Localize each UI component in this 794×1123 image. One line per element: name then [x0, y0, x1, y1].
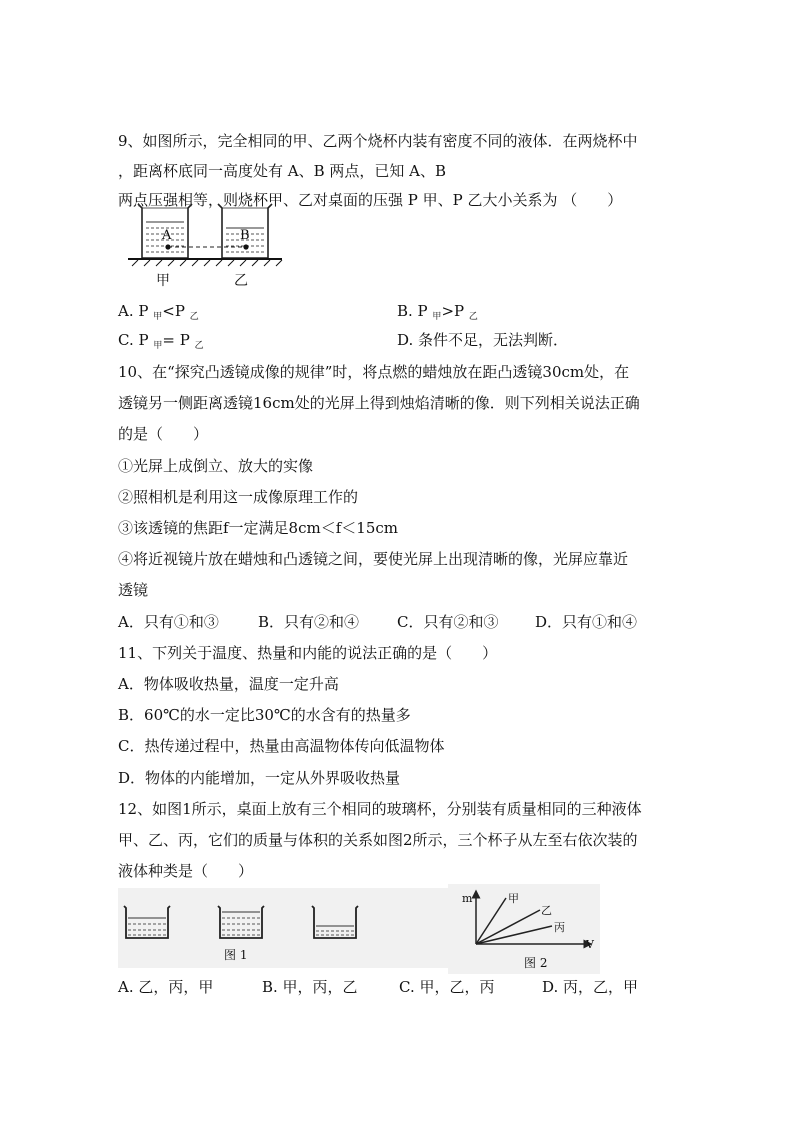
q10-option-b: B．只有②和④ — [258, 613, 360, 631]
q11-line-1: 11、下列关于温度、热量和内能的说法正确的是（ ） — [118, 644, 498, 662]
q12-option-c: C. 甲，乙，丙 — [399, 978, 495, 996]
q10-option-d: D．只有①和④ — [535, 613, 638, 631]
q10-line-1: 10、在“探究凸透镜成像的规律”时，将点燃的蜡烛放在距凸透镜30cm处，在 — [118, 363, 630, 381]
q9-option-c: C. P $_甲$= P $_乙$ — [118, 331, 204, 351]
q10-line-3: 的是（ ） — [118, 425, 209, 443]
q11-option-c: C．热传递过程中，热量由高温物体传向低温物体 — [118, 737, 445, 755]
figure-2-caption: 图 2 — [524, 956, 548, 970]
q9-line-2: ，距离杯底同一高度处有 A、B 两点，已知 A、B — [118, 162, 447, 180]
beakers-diagram — [124, 198, 294, 268]
q9-line-3: 两点压强相等，则烧杯甲、乙对桌面的压强 P 甲、P 乙大小关系为 （ ） — [118, 191, 623, 209]
figure-1-caption: 图 1 — [224, 948, 248, 962]
y-axis-label: m — [462, 892, 473, 905]
line-bing — [476, 926, 552, 944]
graph-label-jia: 甲 — [508, 892, 519, 905]
q11-option-b: B．60℃的水一定比30℃的水含有的热量多 — [118, 706, 411, 724]
q9-option-a: A. P $_甲$<P $_乙$ — [118, 302, 199, 322]
three-glasses-diagram — [118, 888, 448, 968]
q12-line-2: 甲、乙、丙，它们的质量与体积的关系如图2所示，三个杯子从左至右依次装的 — [118, 831, 638, 849]
q11-option-d: D．物体的内能增加，一定从外界吸收热量 — [118, 769, 401, 787]
line-jia — [476, 898, 506, 944]
point-b-label: B — [240, 228, 250, 243]
q12-figure-2 — [448, 884, 600, 974]
point-a-dot — [165, 244, 170, 249]
q10-statement-3: ③该透镜的焦距f一定满足8cm＜f＜15cm — [118, 519, 398, 537]
q9-beakers-figure — [124, 198, 294, 292]
q12-line-1: 12、如图1所示，桌面上放有三个相同的玻璃杯，分别装有质量相同的三种液体 — [118, 800, 642, 818]
line-yi — [476, 910, 540, 944]
beaker-jia-label: 甲 — [156, 273, 170, 289]
q10-statement-4-cont: 透镜 — [118, 581, 149, 599]
q9-option-b: B. P $_甲$>P $_乙$ — [397, 302, 478, 322]
graph-label-yi: 乙 — [541, 904, 552, 917]
graph-label-bing: 丙 — [554, 921, 565, 934]
q10-statement-2: ②照相机是利用这一成像原理工作的 — [118, 488, 359, 506]
q12-line-3: 液体种类是（ ） — [118, 862, 254, 880]
q12-figure-1 — [118, 888, 448, 968]
q9-line-1: 9、如图所示，完全相同的甲、乙两个烧杯内装有密度不同的液体．在两烧杯中 — [118, 132, 638, 150]
q9-option-d: D. 条件不足，无法判断． — [397, 331, 569, 349]
x-axis-label: V — [586, 938, 594, 951]
q10-option-a: A．只有①和③ — [118, 613, 219, 631]
q10-statement-1: ①光屏上成倒立、放大的实像 — [118, 457, 314, 475]
q12-option-a: A. 乙，丙，甲 — [118, 978, 214, 996]
point-a-label: A — [162, 228, 172, 243]
q10-option-c: C．只有②和③ — [397, 613, 499, 631]
q12-option-d: D. 丙，乙，甲 — [542, 978, 639, 996]
q10-line-2: 透镜另一侧距离透镜16cm处的光屏上得到烛焰清晰的像．则下列相关说法正确 — [118, 394, 640, 412]
q12-option-b: B. 甲，丙，乙 — [262, 978, 358, 996]
q10-statement-4: ④将近视镜片放在蜡烛和凸透镜之间，要使光屏上出现清晰的像，光屏应靠近 — [118, 550, 629, 568]
point-b-dot — [243, 244, 248, 249]
beaker-yi-label: 乙 — [234, 273, 248, 289]
q11-option-a: A．物体吸收热量，温度一定升高 — [118, 675, 339, 693]
